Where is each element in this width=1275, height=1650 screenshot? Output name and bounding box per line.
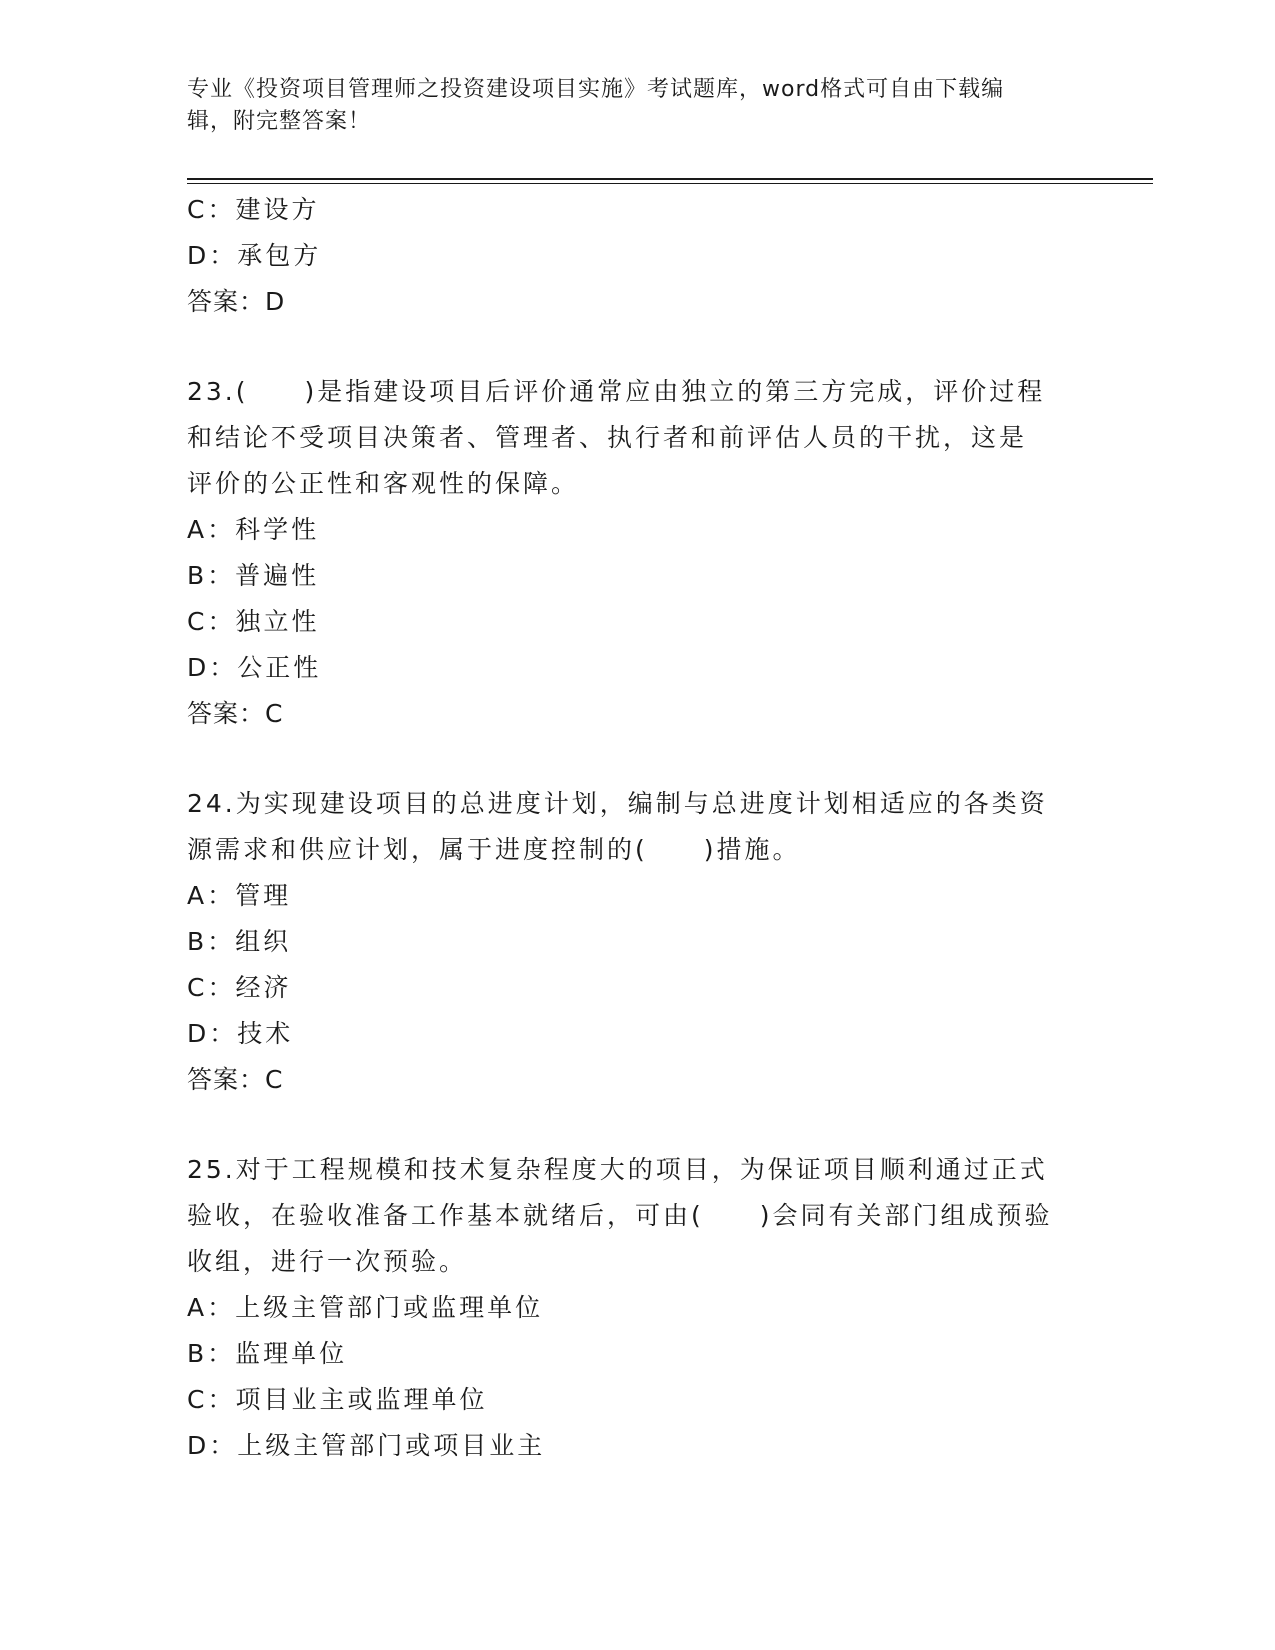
question-23-answer: 答案：C (187, 699, 284, 728)
header-divider-thin (187, 183, 1153, 184)
question-25-option-a: A：上级主管部门或监理单位 (187, 1293, 544, 1322)
header-divider-thick (187, 178, 1153, 180)
question-24 (187, 781, 1087, 1103)
question-22-option-c: C：建设方 (187, 195, 320, 224)
question-spacer (187, 737, 1087, 781)
question-23-text-line-1: 23.( )是指建设项目后评价通常应由独立的第三方完成，评价过程 (187, 377, 1046, 406)
question-25-text-line-1: 25.对于工程规模和技术复杂程度大的项目，为保证项目顺利通过正式 (187, 1155, 1048, 1184)
question-25-text-line-2: 验收，在验收准备工作基本就绪后，可由( )会同有关部门组成预验 (187, 1201, 1053, 1230)
question-25-option-b: B：监理单位 (187, 1339, 348, 1368)
header-title-line-1: 专业《投资项目管理师之投资建设项目实施》考试题库，word格式可自由下载编 (187, 77, 1005, 102)
question-23-option-b: B：普遍性 (187, 561, 320, 590)
question-24-answer: 答案：C (187, 1065, 284, 1094)
question-23-option-d: D：公正性 (187, 653, 322, 682)
question-22 (187, 187, 1087, 325)
question-24-text-line-1: 24.为实现建设项目的总进度计划，编制与总进度计划相适应的各类资 (187, 789, 1048, 818)
question-24-option-b: B：组织 (187, 927, 292, 956)
question-23-text-line-2: 和结论不受项目决策者、管理者、执行者和前评估人员的干扰，这是 (187, 423, 1028, 452)
question-spacer (187, 1103, 1087, 1147)
question-spacer (187, 325, 1087, 369)
question-23 (187, 369, 1087, 737)
question-23-option-a: A：科学性 (187, 515, 320, 544)
question-24-option-a: A：管理 (187, 881, 292, 910)
question-23-option-c: C：独立性 (187, 607, 320, 636)
question-24-option-c: C：经济 (187, 973, 292, 1002)
question-25-option-c: C：项目业主或监理单位 (187, 1385, 488, 1414)
question-22-answer: 答案：D (187, 287, 286, 316)
question-23-text-line-3: 评价的公正性和客观性的保障。 (187, 469, 580, 498)
page-header (187, 74, 1067, 138)
question-25 (187, 1147, 1087, 1469)
header-title-line-2: 辑，附完整答案！ (187, 109, 372, 134)
question-24-option-d: D：技术 (187, 1019, 294, 1048)
question-24-text-line-2: 源需求和供应计划，属于进度控制的( )措施。 (187, 835, 801, 864)
question-list (187, 187, 1087, 1469)
question-25-text-line-3: 收组，进行一次预验。 (187, 1247, 468, 1276)
question-22-option-d: D：承包方 (187, 241, 322, 270)
question-25-option-d: D：上级主管部门或项目业主 (187, 1431, 546, 1460)
